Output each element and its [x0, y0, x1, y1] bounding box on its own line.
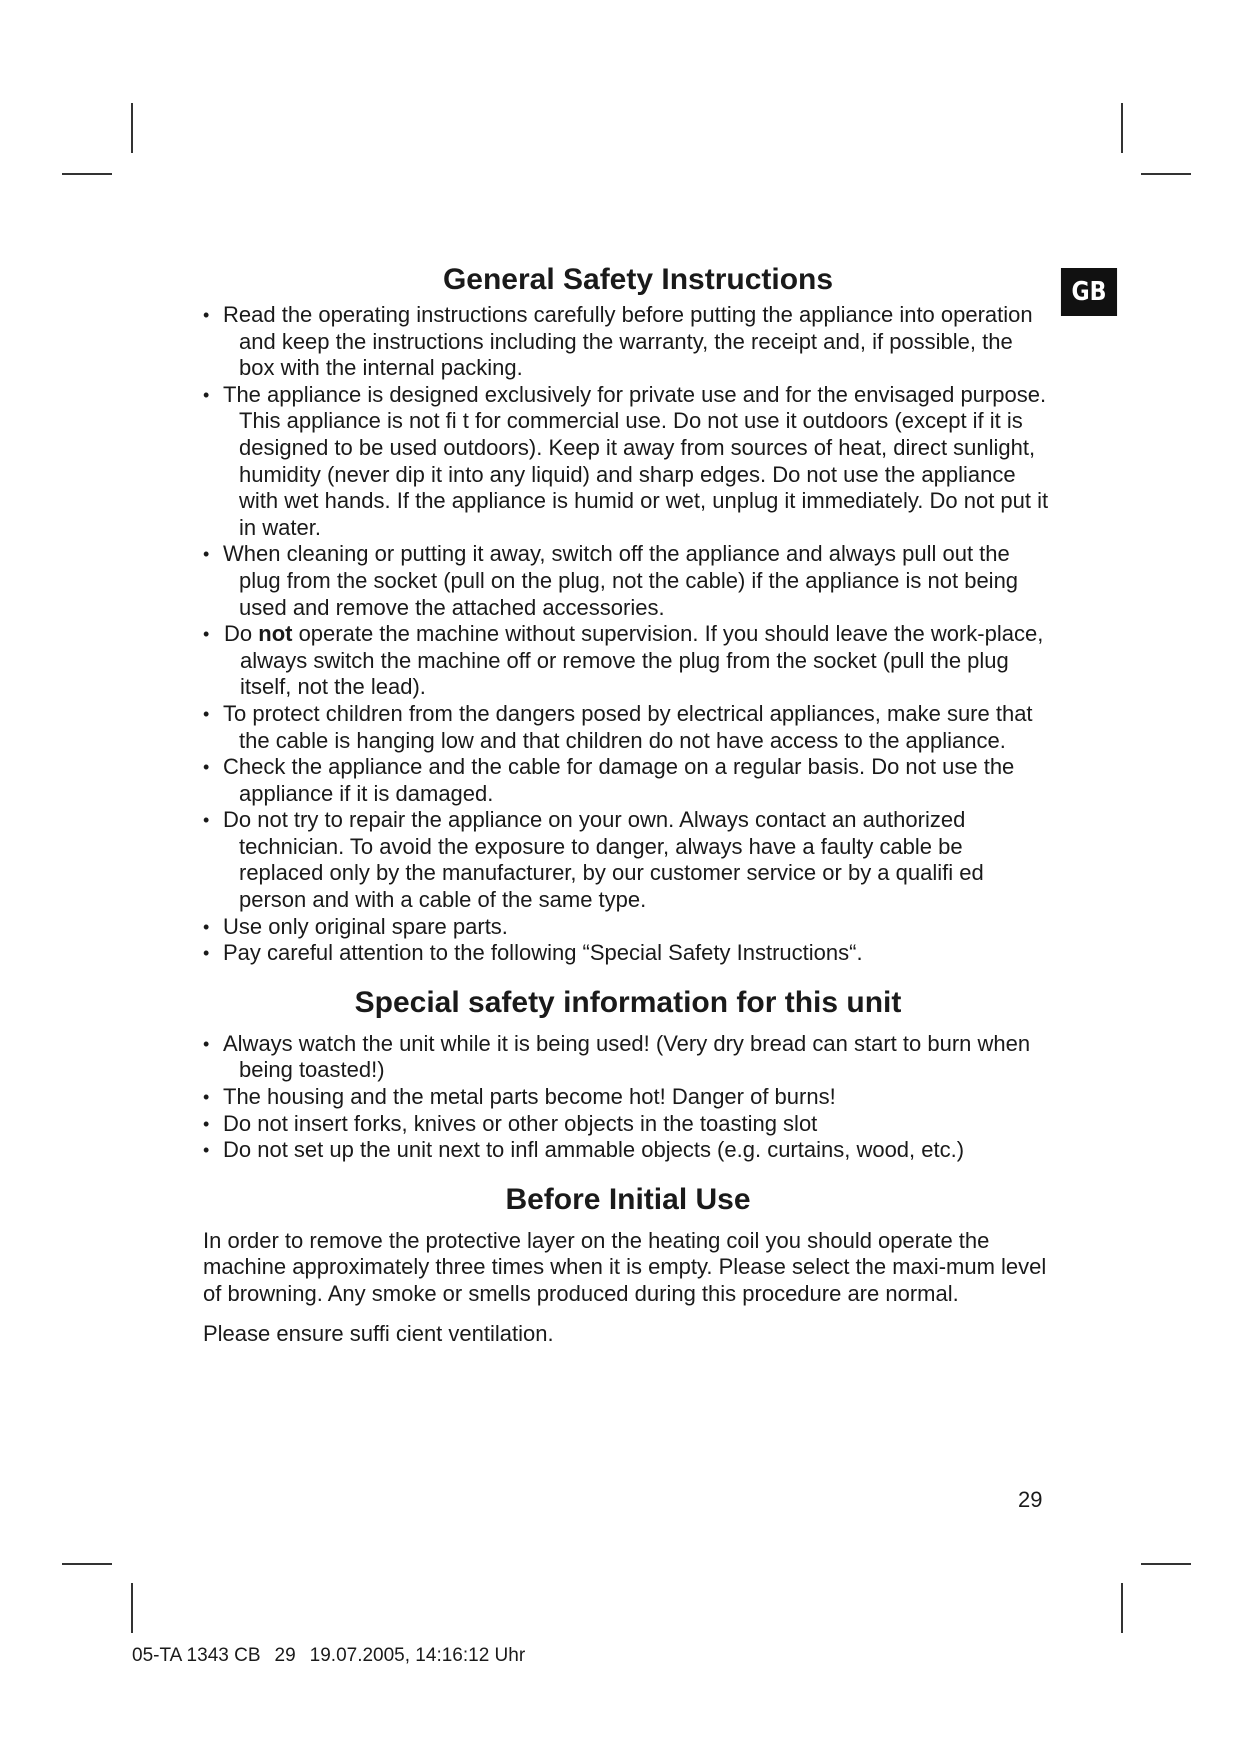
crop-mark-top-right-h [1141, 173, 1191, 175]
special-safety-title: Special safety information for this unit [354, 985, 902, 1019]
list-item: • Do not set up the unit next to infl ammable objects (e.g. curtains, wood, etc.) [203, 1137, 1053, 1164]
list-item: • Always watch the unit while it is being used! (Very dry bread can start to burn when being toasted!) [203, 1031, 1053, 1084]
crop-mark-top-left-v [131, 103, 133, 153]
footer-timestamp: 19.07.2005, 14:16:12 Uhr [309, 1645, 526, 1666]
special-safety-list [203, 1031, 1053, 1164]
crop-mark-bottom-right-v [1121, 1583, 1123, 1633]
footer-page: 29 [274, 1645, 296, 1666]
item-text-post: operate the machine without supervision. If you should leave the work-place, always switch the machine off or remove the plug from the socket (pull the plug itself, not the lead). [240, 621, 1044, 700]
crop-mark-top-left-h [62, 173, 112, 175]
ventilation-note: Please ensure suffi cient ventilation. [203, 1320, 554, 1346]
print-footer [132, 1645, 539, 1667]
list-item: • The housing and the metal parts become hot! Danger of burns! [203, 1084, 1053, 1111]
language-tab: GB [1061, 268, 1117, 316]
list-item: • The appliance is designed exclusively for private use and for the envisaged purpose. This appliance is not fi t for commercial use. Do not use it outdoors (except if it is designed to be used outdoors). Keep it away from sources of heat, direct sunlight, humidity (never dip it into any liquid) and sharp edges. Do not use the appliance with wet hands. If the appliance is humid or wet, unplug it immediately. Do not put it in water. [203, 382, 1053, 542]
list-item: • Pay careful attention to the following “Special Safety Instructions“. [203, 940, 1053, 967]
page-number: 29 [1018, 1487, 1043, 1512]
list-item: • Use only original spare parts. [203, 914, 1053, 941]
general-safety-title: General Safety Instructions [442, 263, 834, 296]
list-item: • To protect children from the dangers posed by electrical appliances, make sure that the cable is hanging low and that children do not have access to the appliance. [203, 701, 1053, 754]
crop-mark-bottom-right-h [1141, 1563, 1191, 1565]
crop-mark-bottom-left-h [62, 1563, 112, 1565]
crop-mark-top-right-v [1121, 103, 1123, 153]
crop-mark-bottom-left-v [131, 1583, 133, 1633]
before-initial-use-title: Before Initial Use [505, 1182, 751, 1216]
page-content [203, 258, 1053, 1347]
list-item: • When cleaning or putting it away, switch off the appliance and always pull out the plug from the socket (pull on the plug, not the cable) if the appliance is not being used and remove the attached accessories. [203, 541, 1053, 621]
list-item: • Do not insert forks, knives or other objects in the toasting slot [203, 1111, 1053, 1138]
before-initial-use-text: In order to remove the protective layer on the heating coil you should operate the machine approximately three times when it is empty. Please select the maxi-mum level of browning. Any smoke or smells produced during this procedure are normal. [203, 1227, 1047, 1306]
general-safety-list [203, 302, 1053, 967]
item-text-pre: Do [224, 621, 259, 647]
item-text-bold: not [258, 621, 293, 647]
list-item [203, 621, 1053, 701]
list-item: • Do not try to repair the appliance on your own. Always contact an authorized technician. To avoid the exposure to danger, always have a faulty cable be replaced only by the manufacturer, by our customer service or by a qualifi ed person and with a cable of the same type. [203, 807, 1053, 913]
list-item: • Check the appliance and the cable for damage on a regular basis. Do not use the appliance if it is damaged. [203, 754, 1053, 807]
list-item: • Read the operating instructions carefully before putting the appliance into operation and keep the instructions including the warranty, the receipt and, if possible, the box with the internal packing. [203, 302, 1053, 382]
footer-file: 05-TA 1343 CB [132, 1645, 261, 1666]
